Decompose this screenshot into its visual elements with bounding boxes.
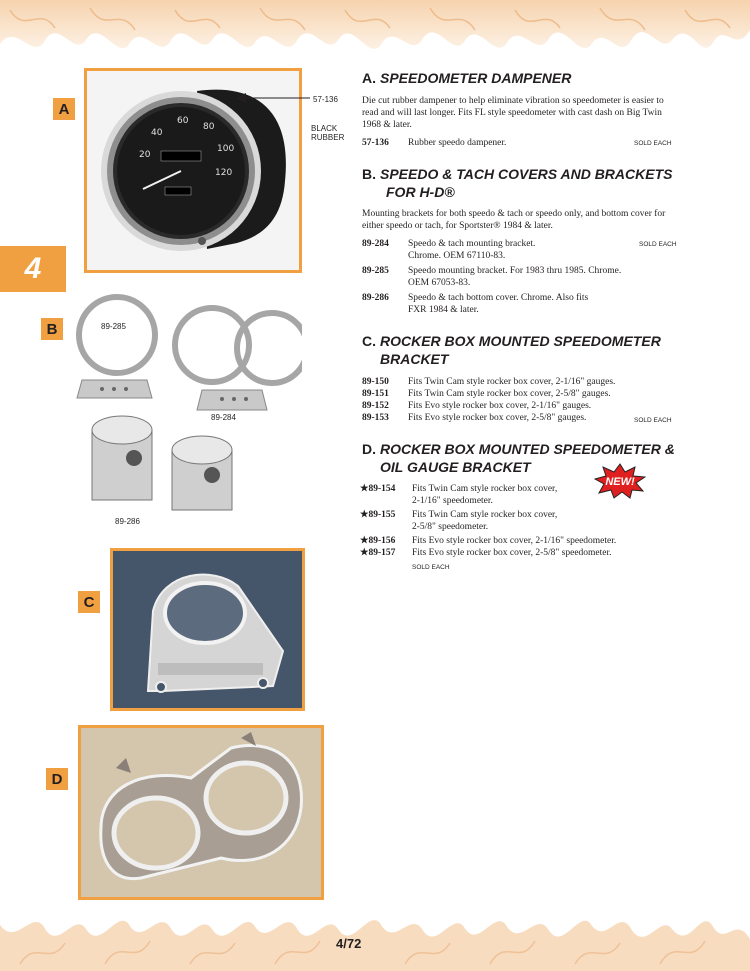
figure-b-badge bbox=[41, 318, 63, 340]
part-description: Fits Twin Cam style rocker box cover, 2-1/16" gauges. bbox=[408, 377, 616, 387]
chapter-tab bbox=[0, 246, 66, 292]
section-b-item-row bbox=[362, 292, 588, 316]
callout-arrow bbox=[232, 90, 314, 106]
part-description bbox=[408, 292, 588, 316]
bracket-cover-illustration bbox=[62, 290, 302, 540]
chapter-number: 4 bbox=[24, 252, 42, 285]
svg-text:80: 80 bbox=[203, 122, 215, 132]
rocker-box-bracket-illustration bbox=[113, 551, 302, 708]
section-d-letter: D. bbox=[362, 441, 376, 457]
section-a-letter: A. bbox=[362, 70, 376, 86]
part-description bbox=[408, 238, 535, 262]
dual-gauge-bracket-illustration bbox=[81, 728, 321, 897]
figure-a-callout-pn: 57-136 bbox=[313, 95, 338, 104]
section-b-item-row bbox=[362, 238, 535, 262]
figure-b-letter: B bbox=[46, 320, 58, 338]
description-line: 2-5/8" speedometer. bbox=[412, 522, 489, 532]
section-a-description: Die cut rubber dampener to help eliminate vibration so speedometer is easier to read and will last longer. Fits FL style speedometer with cast dash on Big Twin 1968 & later. bbox=[362, 96, 664, 130]
figure-d-photo bbox=[78, 725, 324, 900]
svg-text:120: 120 bbox=[215, 168, 233, 178]
figure-d-badge bbox=[46, 768, 68, 790]
part-number: 89-152 bbox=[362, 401, 389, 411]
description-line: Speedo & tach mounting bracket. bbox=[408, 239, 536, 249]
section-a-item-row bbox=[362, 137, 506, 149]
part-number: 89-151 bbox=[362, 389, 389, 399]
part-number: 89-285 bbox=[362, 266, 389, 276]
svg-text:60: 60 bbox=[177, 116, 189, 126]
description-line: Fits Twin Cam style rocker box cover, bbox=[412, 484, 558, 494]
section-c-letter: C. bbox=[362, 333, 376, 349]
description-line: Speedo & tach bottom cover. Chrome. Also fits bbox=[408, 293, 589, 303]
description-line: 2-1/16" speedometer. bbox=[412, 496, 493, 506]
part-description bbox=[412, 483, 557, 507]
section-c-title-line2: BRACKET bbox=[380, 351, 449, 367]
description-line: FXR 1984 & later. bbox=[408, 305, 479, 315]
part-description: Fits Evo style rocker box cover, 2-1/16" speedometer. bbox=[412, 536, 617, 546]
figure-b-label-89-285: 89-285 bbox=[101, 322, 126, 331]
section-d-title-line2: OIL GAUGE BRACKET bbox=[380, 459, 531, 475]
section-b-title-line2: FOR H-D® bbox=[386, 184, 455, 200]
description-line: OEM 67053-83. bbox=[408, 278, 471, 288]
description-line: Fits Twin Cam style rocker box cover, bbox=[412, 510, 558, 520]
section-d-title-line1: ROCKER BOX MOUNTED SPEEDOMETER & bbox=[380, 441, 675, 457]
figure-c-letter: C bbox=[83, 593, 95, 611]
section-d-item-row bbox=[360, 509, 557, 533]
section-b-letter: B. bbox=[362, 166, 376, 182]
part-description bbox=[408, 265, 621, 289]
part-number: ★89-155 bbox=[360, 510, 396, 520]
section-a-title bbox=[362, 69, 571, 87]
figure-a-note-2: RUBBER bbox=[311, 133, 345, 142]
part-description: Fits Evo style rocker box cover, 2-1/16" gauges. bbox=[408, 401, 592, 411]
section-c-item-row bbox=[362, 388, 611, 400]
section-c-item-row bbox=[362, 412, 586, 424]
part-number: 89-153 bbox=[362, 413, 389, 423]
svg-text:40: 40 bbox=[151, 128, 163, 138]
section-b-title bbox=[362, 165, 672, 183]
description-line: Chrome. OEM 67110-83. bbox=[408, 251, 506, 261]
figure-a-badge bbox=[53, 98, 75, 120]
section-c-title bbox=[362, 332, 661, 350]
part-description: Fits Evo style rocker box cover, 2-5/8" speedometer. bbox=[412, 548, 612, 558]
section-c-item-row bbox=[362, 400, 591, 412]
new-badge-text: NEW! bbox=[605, 476, 635, 488]
figure-a-note-1: BLACK bbox=[311, 124, 338, 133]
part-number: ★89-157 bbox=[360, 548, 396, 558]
part-number: 89-286 bbox=[362, 293, 389, 303]
section-b-title-line1: SPEEDO & TACH COVERS AND BRACKETS bbox=[380, 166, 673, 182]
figure-c-photo bbox=[110, 548, 305, 711]
description-line: Speedo mounting bracket. For 1983 thru 1985. Chrome. bbox=[408, 266, 622, 276]
part-number: 89-284 bbox=[362, 239, 389, 249]
section-b-item-row bbox=[362, 265, 621, 289]
section-a-sold-each: SOLD EACH bbox=[634, 140, 672, 147]
svg-text:20: 20 bbox=[139, 150, 151, 160]
part-description: Fits Evo style rocker box cover, 2-5/8" gauges. bbox=[408, 413, 587, 423]
section-a-title-text: SPEEDOMETER DAMPENER bbox=[380, 70, 572, 86]
page-number: 4/72 bbox=[336, 936, 362, 951]
section-d-item-row bbox=[360, 547, 612, 559]
section-b-sold-each: SOLD EACH bbox=[639, 241, 677, 248]
figure-b-label-89-284: 89-284 bbox=[211, 413, 236, 422]
section-c-title-line1: ROCKER BOX MOUNTED SPEEDOMETER bbox=[380, 333, 661, 349]
part-number: 89-150 bbox=[362, 377, 389, 387]
figure-a-letter: A bbox=[58, 100, 70, 118]
part-number: ★89-156 bbox=[360, 536, 396, 546]
section-d-title bbox=[362, 440, 675, 458]
section-c-item-row bbox=[362, 376, 615, 388]
figure-b-label-89-286: 89-286 bbox=[115, 517, 140, 526]
section-b-description: Mounting brackets for both speedo & tach or speedo only, and bottom cover for either speedo or tach, for Sportster® 1984 & later. bbox=[362, 209, 666, 231]
svg-text:100: 100 bbox=[217, 144, 235, 154]
part-number: 57-136 bbox=[362, 138, 389, 148]
flame-border-top bbox=[0, 0, 750, 60]
part-description: Rubber speedo dampener. bbox=[408, 138, 507, 148]
section-d-sold-each: SOLD EACH bbox=[412, 564, 450, 571]
part-number: ★89-154 bbox=[360, 484, 396, 494]
section-d-item-row bbox=[360, 483, 557, 507]
new-burst-icon bbox=[594, 463, 646, 499]
flame-border-bottom bbox=[0, 909, 750, 971]
section-d-item-row bbox=[360, 535, 616, 547]
figure-d-letter: D bbox=[51, 770, 63, 788]
section-c-sold-each: SOLD EACH bbox=[634, 417, 672, 424]
part-description bbox=[412, 509, 557, 533]
part-description: Fits Twin Cam style rocker box cover, 2-5/8" gauges. bbox=[408, 389, 611, 399]
figure-c-badge bbox=[78, 591, 100, 613]
